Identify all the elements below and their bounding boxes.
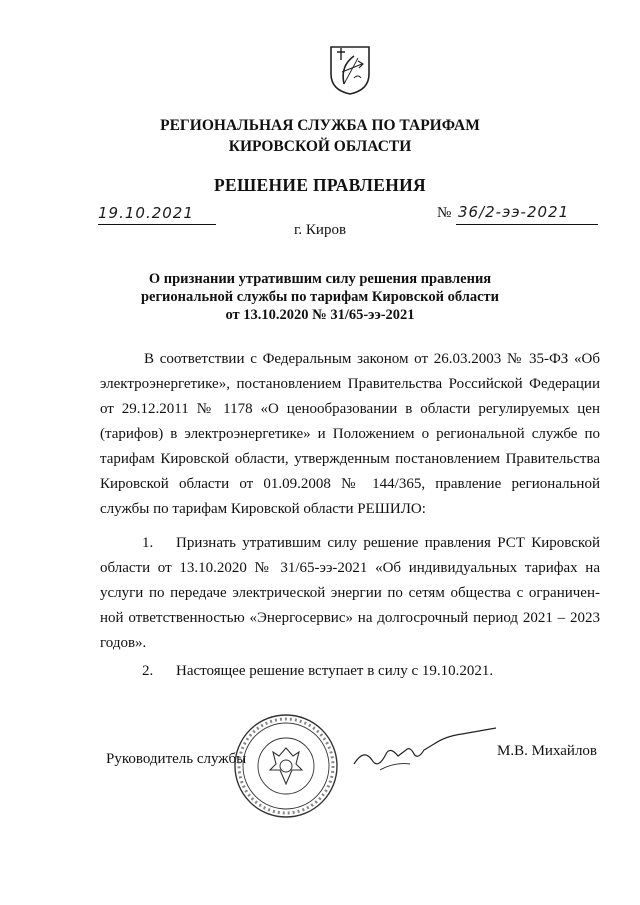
organization-name-line2: КИРОВСКОЙ ОБЛАСТИ xyxy=(228,138,412,155)
organization-name-line1: РЕГИОНАЛЬНАЯ СЛУЖБА ПО ТАРИФАМ xyxy=(160,117,480,134)
decision-item-2-number: 2. xyxy=(142,663,154,679)
signer-role: Руководитель службы xyxy=(106,751,247,767)
handwritten-signature-icon xyxy=(350,720,500,780)
decision-item-1 xyxy=(100,531,600,656)
document-title: РЕШЕНИЕ ПРАВЛЕНИЯ xyxy=(214,175,426,195)
coat-of-arms-icon xyxy=(328,44,372,96)
document-date: 19.10.2021 xyxy=(98,204,194,222)
document-city: г. Киров xyxy=(293,222,347,238)
official-stamp-icon xyxy=(232,712,340,820)
preamble-paragraph: В соответствии с Федеральным законом от 26.03.2003 № 35-ФЗ «Об электроэнергетике», постановлением Правительства Российской Федерации от 29.12.2011 № 1178 «О ценообразовании в области регулируемых цен (тарифов) в электроэнергетике» и Положением о региональной службе по тарифам Кировской области, утвержденным постановлением Правительства Кировской области от 01.09.2008 № 144/365, правление региональной службы по тарифам Кировской области РЕШИЛО: xyxy=(100,351,600,517)
subject-line2: региональной службы по тарифам Кировской области xyxy=(140,289,500,305)
decision-item-1-number: 1. xyxy=(142,535,154,551)
document-number: 36/2-ээ-2021 xyxy=(458,203,570,221)
number-prefix: № xyxy=(437,205,452,221)
subject-line1: О признании утратившим силу решения правления xyxy=(148,271,492,287)
decision-item-2-text: Настоящее решение вступает в силу с 19.10.2021. xyxy=(176,663,494,679)
decision-item-1-text: Признать утратившим силу решение правления РСТ Кировской области от 13.10.2020 № 31/65-ээ-2021 «Об индивидуальных тарифах на услуги по передаче электрической энергии по сетям общества с ограничен- ной ответственностью «Энергосервис» на долгосрочный период 2021 – 2023 годов». xyxy=(100,535,600,651)
decision-item-2 xyxy=(100,659,600,684)
subject-line3: от 13.10.2020 № 31/65-ээ-2021 xyxy=(225,307,415,323)
signer-name: М.В. Михайлов xyxy=(497,743,598,759)
